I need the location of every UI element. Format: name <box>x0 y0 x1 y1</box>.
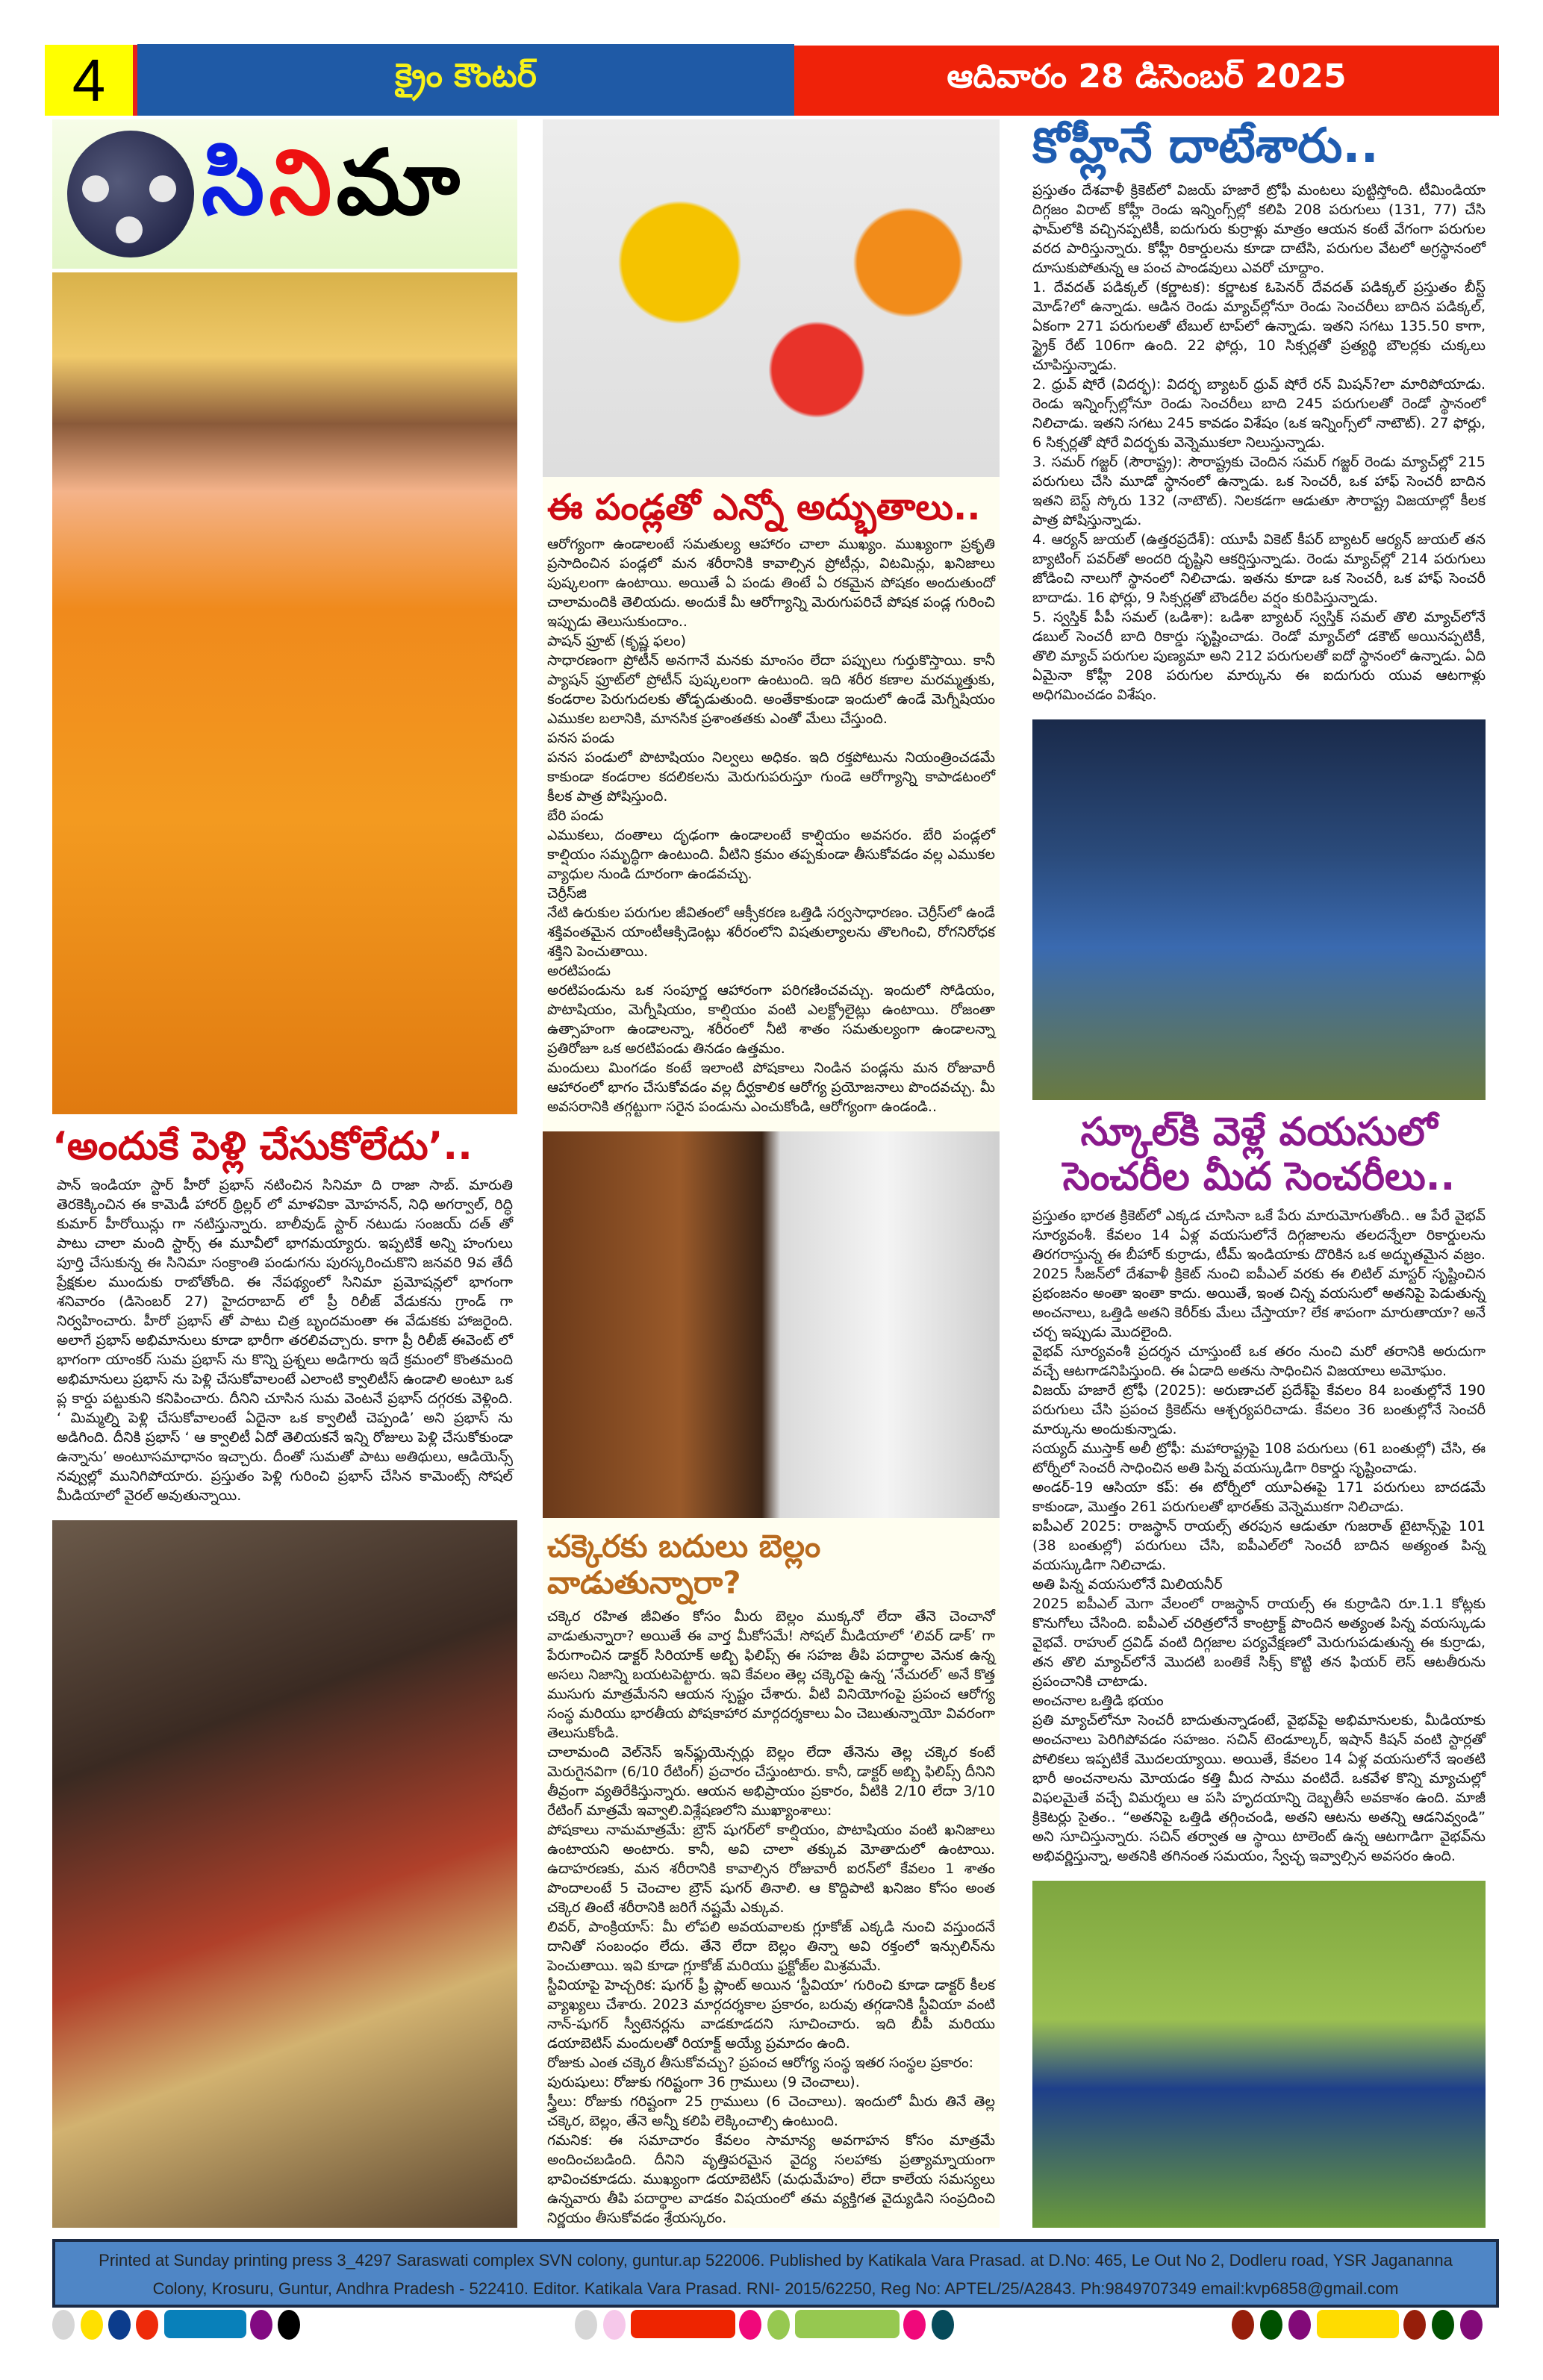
article-paragraph: రోజుకు ఎంత చక్కెర తీసుకోవచ్చు? ప్రపంచ ఆరోగ్య సంస్థ ఇతర సంస్థల ప్రకారం: <box>547 2055 974 2071</box>
fruits-headline: ఈ పండ్లతో ఎన్నో అద్భుతాలు.. <box>547 486 981 528</box>
article-paragraph: 1. దేవదత్ పడిక్కల్ (కర్ణాటక): కర్ణాటక ఓపెనర్ దేవదత్ పడిక్కల్ ప్రస్తుతం బీస్ట్ మోడ్?లో ఉన్నాడు. ఆడిన రెండు మ్యాచ్‌ల్లోనూ రెండు సెంచరీలు బాదిన పడిక్కల్, ఏకంగా 271 పరుగులతో టేబుల్ టాప్‌లో ఉన్నాడు. ఇతని సగటు 135.50 కాగా, స్ట్రైక్ రేట్ 106గా ఉంది. 22 ఫోర్లు, 10 సిక్సర్లతో ప్రత్యర్థి బౌలర్లకు చుక్కలు చూపిస్తున్నాడు. <box>1032 278 1486 373</box>
article-paragraph: 2025 ఐపీఎల్ మెగా వేలంలో రాజస్థాన్ రాయల్స్ ఈ కుర్రాడిని రూ.1.1 కోట్లకు కొనుగోలు చేసింది. ఐపీఎల్ చరిత్రలోనే కాంట్రాక్ట్ పొందిన అత్యంత పిన్న వయస్కుడు వైభవే. రాహుల్ ద్రవిడ్ వంటి దిగ్గజాల పర్యవేక్షణలో మెరుగుపడుతున్న ఈ కుర్రాడు, తన తొలి మ్యాచ్‌లోనే మొదటి బంతికే సిక్స్ కొట్టి తన ఫియర్ లెస్ ఆటతీరును ప్రపంచానికి చాటాడు. <box>1032 1595 1486 1690</box>
fruits-photo <box>543 119 1000 477</box>
logo-letter: ని <box>269 131 329 235</box>
article-paragraph: సాధారణంగా ప్రోటీన్ అనగానే మనకు మాంసం లేదా పప్పులు గుర్తుకొస్తాయి. కానీ ప్యాషన్ ఫ్రూట్‌లో ప్రోటీన్ పుష్కలంగా ఉంటుంది. ఇది శరీర కణాల మరమ్మత్తుకు, కండరాల పెరుగుదలకు తోడ్పడుతుంది. అంతేకాకుండా ఇందులో ఉండే మెగ్నీషియం ఎముకల బలానికి, మానసిక ప్రశాంతతకు ఎంతో మేలు చేస్తుంది. <box>547 652 995 727</box>
registration-swatch <box>278 2310 300 2340</box>
registration-swatch <box>1232 2310 1254 2340</box>
article-paragraph: గమనిక: ఈ సమాచారం కేవలం సామాన్య అవగాహన కోసం మాత్రమే అందించబడింది. దీనిని వృత్తిపరమైన వైద్య సలహాకు ప్రత్యామ్నాయంగా భావించకూడదు. ముఖ్యంగా డయాబెటిస్ (మధుమేహం) లేదా కాలేయ సమస్యలు ఉన్నవారు తీపి పదార్థాల వాడకం విషయంలో తమ వ్యక్తిగత వైద్యుడిని సంప్రదించి నిర్ణయం తీసుకోవడం శ్రేయస్కరం. <box>547 2132 995 2226</box>
registration-swatch <box>164 2310 246 2338</box>
imprint-footer <box>52 2239 1499 2308</box>
registration-swatch <box>932 2310 954 2340</box>
article-paragraph: లివర్, పాంక్రియాస్: మీ లోపలి అవయవాలకు గ్లూకోజ్ ఎక్కడి నుంచి వస్తుందనే దానితో సంబంధం లేదు. తేనె లేదా బెల్లం తిన్నా అవి రక్తంలో ఇన్సులిన్‌ను పెంచుతాయి. ఇవి కూడా గ్లూకోజ్ మరియు ఫ్రక్టోజ్‌ల మిశ్రమమే. <box>547 1919 995 1974</box>
article-paragraph: ఐపీఎల్ 2025: రాజస్థాన్ రాయల్స్ తరపున ఆడుతూ గుజరాత్ టైటాన్స్‌పై 101 (38 బంతుల్లో) పరుగులు చేసి, ఐపీఎల్‌లో సెంచరీ బాదిన అత్యంత పిన్న వయస్కుడిగా నిలిచాడు. <box>1032 1517 1486 1573</box>
vaibhav-headline <box>1032 1111 1486 1200</box>
right-column <box>1032 119 1486 2228</box>
article-paragraph: 3. సమర్ గజ్జర్ (సౌరాష్ట్ర): సౌరాష్ట్రకు చెందిన సమర్ గజ్జర్ రెండు మ్యాచ్‌ల్లో 215 పరుగులు చేసి మూడో స్థానంలో ఉన్నాడు. ఒక సెంచరీ, ఒక హాఫ్ సెంచరీ బాదిన ఇతని బెస్ట్ స్కోరు 132 (నాటౌట్). నిలకడగా ఆడుతూ సౌరాష్ట్ర విజయాల్లో కీలక పాత్ర పోషిస్తున్నాడు. <box>1032 453 1486 528</box>
article-paragraph: 2. ధ్రువ్ షోరే (విదర్భ): విదర్భ బ్యాటర్ ధ్రువ్ షోరే రన్ మిషన్?లా మారిపోయాడు. రెండు ఇన్నింగ్స్‌ల్లోనూ రెండు సెంచరీలు బాది 245 పరుగులతో రెండో స్థానంలో నిలిచాడు. ఇతని సగటు 245 కావడం విశేషం (ఒక ఇన్నింగ్స్‌లో నాటౌట్). 27 ఫోర్లు, 6 సిక్సర్లతో షోరే విదర్భకు వెన్నెముకలా నిలుస్తున్నాడు. <box>1032 375 1486 451</box>
logo-letter: సి <box>202 131 262 235</box>
imprint-line-2: Colony, Krosuru, Guntur, Andhra Pradesh - 522410. Editor. Katikala Vara Prasad. RNI- 2015/62250, Reg No: APTEL/25/A2843. Ph:9849707349 email:kvp6858@gmail.com <box>152 2279 1399 2298</box>
imprint-line-1: Printed at Sunday printing press 3_4297 Saraswati complex SVN colony, guntur.ap 522006. Published by Katikala Vara Prasad. at D.No: 465, Le Out No 2, Dodleru road, YSR Jagananna <box>99 2251 1453 2270</box>
article-paragraph: 5. స్వస్తిక్ పీపీ సమల్ (ఒడిశా): ఒడిశా బ్యాటర్ స్వస్తిక్ సమల్ తొలి మ్యాచ్‌లోనే డబుల్ సెంచరీ బాది రికార్డు సృష్టించాడు. రెండో మ్యాచ్‌లో డకౌట్ అయినప్పటికీ, తొలి మ్యాచ్ పరుగుల పుణ్యమా అని 212 పరుగులతో ఐదో స్థానంలో ఉన్నాడు. ఏది ఏమైనా కోహ్లీ 208 పరుగుల మార్కును ఈ ఐదుగురు యువ ఆటగాళ్లు అధిగమించడం విశేషం. <box>1032 608 1486 703</box>
film-reel-icon <box>67 131 194 257</box>
vaibhav-batting-photo <box>1032 1881 1486 2228</box>
jaggery-sugar-photo <box>543 1131 1000 1519</box>
article-paragraph: ప్రస్తుతం భారత క్రికెట్‌లో ఎక్కడ చూసినా ఒకే పేరు మారుమోగుతోంది.. ఆ పేరే వైభవ్ సూర్యవంశీ. కేవలం 14 ఏళ్ల వయసులోనే దిగ్గజాలను తలదన్నేలా రికార్డులను తిరగరాస్తున్న ఈ బీహార్ కుర్రాడు, టీమ్ ఇండియాకు దొరికిన ఒక అద్భుతమైన వజ్రం. 2025 సీజన్‌లో దేశవాళీ క్రికెట్ నుంచి ఐపీఎల్ వరకు ఈ లిటిల్ మాస్టర్ సృష్టించిన ప్రభంజనం అంతా ఇంతా కాదు. అయితే, ఇంత చిన్న వయసులో అతనిపై పెడుతున్న అంచనాలు, ఒత్తిడి అతని కెరీర్‌కు మేలు చేస్తాయా? లేక శాపంగా మారుతాయా? అనే చర్చ ఇప్పుడు మొదలైంది. <box>1032 1207 1486 1340</box>
article-paragraph: 4. ఆర్యన్ జుయల్ (ఉత్తరప్రదేశ్): యూపీ వికెట్ కీపర్ బ్యాటర్ ఆర్యన్ జుయల్ తన బ్యాటింగ్ పవర్‌తో అందరి దృష్టిని ఆకర్షిస్తున్నాడు. రెండు మ్యాచ్‌ల్లో 214 పరుగులు జోడించి నాలుగో స్థానంలో నిలిచాడు. ఇతను కూడా ఒక సెంచరీ, ఒక హాఫ్ సెంచరీ బాదాడు. 16 ఫోర్లు, 9 సిక్సర్లతో బౌండరీల వర్షం కురిపిస్తున్నాడు. <box>1032 531 1486 606</box>
article-paragraph: విజయ్ హజారే ట్రోఫీ (2025): అరుణాచల్ ప్రదేశ్‌పై కేవలం 84 బంతుల్లోనే 190 పరుగులు చేసి ప్రపంచ క్రికెట్‌ను ఆశ్చర్యపరిచాడు. కేవలం 36 బంతుల్లోనే సెంచరీ మార్కును అందుకున్నాడు. <box>1032 1381 1486 1437</box>
article-paragraph: చెర్రీస్‌జి <box>547 884 587 902</box>
section-title: క్రైం కౌంటర్ <box>137 44 794 116</box>
registration-swatch <box>603 2310 626 2340</box>
registration-swatch <box>903 2310 926 2340</box>
article-paragraph: పనస పండు <box>547 729 615 746</box>
page-number: 4 <box>45 45 137 116</box>
registration-swatch <box>1403 2310 1426 2340</box>
article-paragraph: ఆరోగ్యంగా ఉండాలంటే సమతుల్య ఆహారం చాలా ముఖ్యం. ముఖ్యంగా ప్రకృతి ప్రసాదించిన పండ్లలో మన శరీరానికి కావాల్సిన ప్రోటీన్లు, విటమిన్లు, ఖనిజాలు పుష్కలంగా ఉంటాయి. అయితే ఏ పండు తింటే ఏ రకమైన పోషకం అందుతుందో చాలామందికి తెలియదు. అందుకే మీ ఆరోగ్యాన్ని మెరుగుపరిచే పోషక పండ్ల గురించి ఇప్పుడు తెలుసుకుందాం.. <box>547 535 995 630</box>
article-paragraph: వైభవ్ సూర్యవంశీ ప్రదర్శన చూస్తుంటే ఒక తరం నుంచి మరో తరానికి అరుదుగా వచ్చే ఆటగాడనిపిస్తుంది. ఈ ఏడాది అతను సాధించిన విజయాలు అమోఘం. <box>1032 1343 1486 1379</box>
article-paragraph: పాన్ ఇండియా స్టార్ హీరో ప్రభాస్ నటించిన సినిమా ది రాజా సాబ్. మారుతి తెరకెక్కించిన ఈ కామెడీ హారర్ థ్రిల్లర్ లో మాళవికా మోహనన్, నిధి అగర్వాల్, రిద్ధి కుమార్ హీరోయిన్లు గా నటిస్తున్నారు. బాలీవుడ్ స్టార్ నటుడు సంజయ్ దత్ తో పాటు చాలా మంది స్టార్స్ ఈ మూవీలో భాగమయ్యారు. ఇప్పటికే అన్ని హంగులు పూర్తి చేసుకున్న ఈ సినిమా సంక్రాంతి పండుగను పురస్కరించుకొని జనవరి 9వ తేదీ ప్రేక్షకుల ముందుకు రాబోతోంది. ఈ నేపథ్యంలో సినిమా ప్రమోషన్లలో భాగంగా శనివారం (డిసెంబర్ 27) హైదరాబాద్ లో ప్రీ రిలీజ్ వేడుకను గ్రాండ్ గా నిర్వహించారు. హీరో ప్రభాస్ తో పాటు చిత్ర బృందమంతా ఈ వేడుకకు హాజరైంది. అలాగే ప్రభాస్ అభిమానులు కూడా భారీగా తరలివచ్చారు. కాగా ప్రీ రిలీజ్ ఈవెంట్ లో భాగంగా యాంకర్ సుమ ప్రభాస్ ను కొన్ని ప్రశ్నలు అడిగారు ఇదే క్రమంలో కొంతమంది అభిమానులు ప్రభాస్ ను పెళ్లి చేసుకోవాలంటే ఎలాంటి క్వాలిటీస్ ఉండాలి అంటూ ఒక ప్ల కార్డు పట్టుకుని కనిపించారు. దీనిని చూసిన సుమ వెంటనే ప్రభాస్ దగ్గరకు వెళ్లింది. ‘ మిమ్మల్ని పెళ్లి చేసుకోవాలంటే ఏదైనా ఒక క్వాలిటీ చెప్పండి’ అని ప్రభాస్ ను అడిగింది. దీనికి ప్రభాస్ ‘ ఆ క్వాలిటీ ఏదో తెలియకనే ఇన్ని రోజులు పెళ్లి చేసుకోకుండా ఉన్నాను’ అంటూసమాధానం ఇచ్చారు. దీంతో సుమతో పాటు అతిథులు, ఆడియెన్స్ నవ్వుల్లో మునిగిపోయారు. ప్రస్తుతం పెళ్లి గురించి ప్రభాస్ చేసిన కామెంట్స్ సోషల్ మీడియాలో వైరల్ అవుతున్నాయి. <box>57 1176 513 1504</box>
article-paragraph: ఎముకలు, దంతాలు దృఢంగా ఉండాలంటే కాల్షియం అవసరం. బేరి పండ్లలో కాల్షియం సమృద్ధిగా ఉంటుంది. వీటిని క్రమం తప్పకుండా తీసుకోవడం వల్ల ఎముకల వ్యాధుల నుండి దూరంగా ఉండవచ్చు. <box>547 826 995 882</box>
registration-swatch <box>1317 2310 1399 2338</box>
issue-date: ఆదివారం 28 డిసెంబర్ 2025 <box>794 46 1499 116</box>
registration-swatch <box>739 2310 761 2340</box>
registration-swatch <box>81 2310 103 2340</box>
article-paragraph: స్టీవియాపై హెచ్చరిక: షుగర్ ఫ్రీ ప్లాంట్ అయిన ‘స్టీవియా’ గురించి కూడా డాక్టర్ కీలక వ్యాఖ్యలు చేశారు. 2023 మార్గదర్శకాల ప్రకారం, బరువు తగ్గడానికి స్టీవియా వంటి నాన్-షుగర్ స్వీటెనర్లను వాడకూడదని సూచించారు. ఇది బీపీ మరియు డయాబెటిస్ మందులతో రియాక్ట్ అయ్యే ప్రమాదం ఉంది. <box>547 1977 995 2052</box>
article-paragraph: అరటిపండు <box>547 962 611 979</box>
article-paragraph: స్త్రీలు: రోజుకు గరిష్టంగా 25 గ్రాములు (6 చెంచాలు). ఇందులో మీరు తినే తెల్ల చక్కెర, బెల్లం, తేనె అన్నీ కలిపి లెక్కించాల్సి ఉంటుంది. <box>547 2093 995 2129</box>
jaggery-headline: చక్కెరకు బదులు బెల్లం వాడుతున్నారా? <box>547 1528 821 1601</box>
article-paragraph: అరటిపండును ఒక సంపూర్ణ ఆహారంగా పరిగణించవచ్చు. ఇందులో సోడియం, పొటాషియం, మెగ్నీషియం, కాల్షియం వంటి ఎలక్ట్రోలైట్లు ఉంటాయి. రోజంతా ఉత్సాహంగా ఉండాలన్నా, శరీరంలో నీటి శాతం సమతుల్యంగా ఉండాలన్నా ప్రతిరోజూ ఒక అరటిపండు తినడం ఉత్తమం. <box>547 981 995 1057</box>
kohli-article-body <box>1032 181 1486 705</box>
registration-swatch <box>136 2310 158 2340</box>
registration-swatch <box>1260 2310 1282 2340</box>
print-registration-marks <box>52 2310 1499 2340</box>
article-paragraph: మందులు మింగడం కంటే ఇలాంటి పోషకాలు నిండిన పండ్లను మన రోజువారీ ఆహారంలో భాగం చేసుకోవడం వల్ల దీర్ఘకాలిక ఆరోగ్య ప్రయోజనాలు పొందవచ్చు. మీ అవసరానికి తగ్గట్టుగా సరైన పండును ఎంచుకోండి, ఆరోగ్యంగా ఉండండి.. <box>547 1059 995 1115</box>
article-paragraph: పురుషులు: రోజుకు గరిష్టంగా 36 గ్రాములు (9 చెంచాలు). <box>547 2074 860 2090</box>
article-paragraph: ప్రస్తుతం దేశవాళీ క్రికెట్‌లో విజయ్ హజారే ట్రోఫీ మంటలు పుట్టిస్తోంది. టీమిండియా దిగ్గజం విరాట్ కోహ్లీ రెండు ఇన్నింగ్స్‌ల్లో కలిపి 208 పరుగులు (131, 77) చేసి ఫామ్‌లోకి వచ్చినప్పటికీ, ఐదుగురు కుర్రాళ్లు మాత్రం ఆయన కంటే వేగంగా పరుగుల వరద పారిస్తున్నారు. కోహ్లీ రికార్డులను కూడా దాటేసి, పరుగుల వేటలో అగ్రస్థానంలో దూసుకుపోతున్న ఆ పంచ పాండవులు ఎవరో చూద్దాం. <box>1032 181 1486 276</box>
registration-swatch <box>1460 2310 1483 2340</box>
vaibhav-headline-line1: స్కూల్‌కి వెళ్లే వయసులో <box>1080 1110 1438 1155</box>
middle-column <box>543 119 1000 2228</box>
registration-swatch <box>52 2310 75 2340</box>
article-paragraph: పనస పండులో పొటాషియం నిల్వలు అధికం. ఇది రక్తపోటును నియంత్రించడమే కాకుండా కండరాల కదలికలను మెరుగుపరుస్తూ గుండె ఆరోగ్యాన్ని కాపాడటంలో కీలక పాత్ర పోషిస్తుంది. <box>547 749 995 805</box>
registration-swatch <box>1288 2310 1311 2340</box>
fruits-article-body <box>543 534 1000 1116</box>
prabhas-headline: ‘అందుకే పెళ్లి చేసుకోలేదు’.. <box>52 1124 473 1169</box>
article-paragraph: నేటి ఉరుకుల పరుగుల జీవితంలో ఆక్సీకరణ ఒత్తిడి సర్వసాధారణం. చెర్రీస్‌లో ఉండే శక్తివంతమైన యాంటీఆక్సిడెంట్లు శరీరంలోని విషతుల్యాలను తొలగించి, రోగనిరోధక శక్తిని పెంచుతాయి. <box>547 904 995 960</box>
prabhas-photo <box>52 1520 517 2228</box>
registration-swatch <box>795 2310 900 2338</box>
registration-swatch <box>575 2310 597 2340</box>
logo-letter: మా <box>336 131 457 235</box>
registration-swatch <box>108 2310 131 2340</box>
cricketers-photo <box>1032 719 1486 1100</box>
article-paragraph: అండర్-19 ఆసియా కప్: ఈ టోర్నీలో యూఏఈపై 171 పరుగులు బాదడమే కాకుండా, మొత్తం 261 పరుగులతో భారత్‌కు వెన్నెముకగా నిలిచాడు. <box>1032 1478 1486 1515</box>
article-paragraph: చక్కెర రహిత జీవితం కోసం మీరు బెల్లం ముక్కనో లేదా తేనె చెంచానో వాడుతున్నారా? అయితే ఈ వార్త మీకోసమే! సోషల్ మీడియాలో ‘లివర్ డాక్’ గా పేరుగాంచిన డాక్టర్ సిరియాక్ అబ్బి ఫిలిప్స్ ఈ సహజ తీపి పదార్థాల వెనుక ఉన్న అసలు నిజాన్ని బయటపెట్టారు. ఇవి కేవలం తెల్ల చక్కెరపై ఉన్న ‘నేచురల్’ అనే కొత్త ముసుగు మాత్రమేనని ఆయన స్పష్టం చేశారు. వీటి వినియోగంపై ప్రపంచ ఆరోగ్య సంస్థ మరియు భారతీయ పోషకాహార మార్గదర్శకాలు ఏం చెబుతున్నాయో వివరంగా తెలుసుకోండి. <box>547 1608 995 1741</box>
actress-photo <box>52 272 517 1114</box>
article-paragraph: ప్రతి మ్యాచ్‌లోనూ సెంచరీ బాదుతున్నాడంటే, వైభవ్‌పై అభిమానులకు, మీడియాకు అంచనాలు పెరిగిపోవడం సహజం. సచిన్ టెండూల్కర్, ఇషాన్ కిషన్ వంటి స్టార్లతో పోలికలు ఇప్పటికే మొదలయ్యాయి. అయితే, కేవలం 14 ఏళ్ల వయసులోనే ఇంతటి భారీ అంచనాలను మోయడం కత్తి మీద సాము వంటిదే. ఒకవేళ కొన్ని మ్యాచుల్లో విఫలమైతే వచ్చే విమర్శలు ఆ పసి హృదయాన్ని దెబ్బతీసే అవకాశం ఉంది. మాజీ క్రికెటర్లు సైతం.. “అతనిపై ఒత్తిడి తగ్గించండి, అతని ఆటను అతన్ని ఆడనివ్వండి” అని సూచిస్తున్నారు. సచిన్ తర్వాత ఆ స్థాయి టాలెంట్ ఉన్న ఆటగాడిగా వైభవ్‌ను అభివర్ణిస్తున్నా, అతనికి తగినంత సమయం, స్వేచ్ఛ ఇవ్వాల్సిన అవసరం ఉంది. <box>1032 1711 1486 1864</box>
article-paragraph: అతి పిన్న వయసులోనే మిలియనీర్ <box>1032 1575 1223 1593</box>
vaibhav-article-body <box>1032 1206 1486 1866</box>
article-paragraph: పాషన్ ఫ్రూట్ (కృష్ణ ఫలం) <box>547 632 687 649</box>
article-paragraph: చాలామంది వెల్‌నెస్ ఇన్‌ఫ్లుయెన్సర్లు బెల్లం లేదా తేనెను తెల్ల చక్కెర కంటే మెరుగైనవిగా (6/10 రేటింగ్) ప్రచారం చేస్తుంటారు. కానీ, డాక్టర్ అబ్బి ఫిలిప్స్ దీనిని తీవ్రంగా వ్యతిరేకిస్తున్నారు. ఆయన అభిప్రాయం ప్రకారం, వీటికి 2/10 లేదా 3/10 రేటింగ్ మాత్రమే ఇవ్వాలి.విశ్లేషణలోని ముఖ్యాంశాలు: <box>547 1744 995 1819</box>
prabhas-article-body <box>52 1175 517 1505</box>
left-column <box>52 119 517 2228</box>
registration-swatch <box>767 2310 790 2340</box>
article-paragraph: బేరి పండు <box>547 807 604 824</box>
registration-swatch <box>250 2310 272 2340</box>
article-paragraph: సయ్యద్ ముస్తాక్ అలీ ట్రోఫీ: మహారాష్ట్రపై 108 పరుగులు (61 బంతుల్లో) చేసి, ఈ టోర్నీలో సెంచరీ సాధించిన అతి పిన్న వయస్కుడిగా రికార్డు సృష్టించాడు. <box>1032 1440 1486 1476</box>
jaggery-article-body <box>543 1607 1000 2228</box>
registration-swatch <box>631 2310 735 2338</box>
article-paragraph: పోషకాలు నామమాత్రమే: బ్రౌన్ షుగర్‌లో కాల్షియం, పొటాషియం వంటి ఖనిజాలు ఉంటాయని అంటారు. కానీ, అవి చాలా తక్కువ మోతాదులో ఉంటాయి. ఉదాహరణకు, మన శరీరానికి కావాల్సిన రోజువారీ ఐరన్‌లో కేవలం 1 శాతం పొందాలంటే 5 చెంచాల బ్రౌన్ షుగర్ తినాలి. ఆ కొద్దిపాటి ఖనిజం కోసం అంత చక్కెర తింటే శరీరానికి జరిగే నష్టమే ఎక్కువ. <box>547 1822 995 1916</box>
article-paragraph: అంచనాల ఒత్తిడి భయం <box>1032 1692 1164 1709</box>
kohli-headline: కోహ్లీనే దాటేశారు.. <box>1032 119 1379 174</box>
cinema-section-logo <box>52 119 517 269</box>
vaibhav-headline-line2: సెంచరీల మీద సెంచరీలు.. <box>1062 1154 1456 1199</box>
registration-swatch <box>1432 2310 1454 2340</box>
